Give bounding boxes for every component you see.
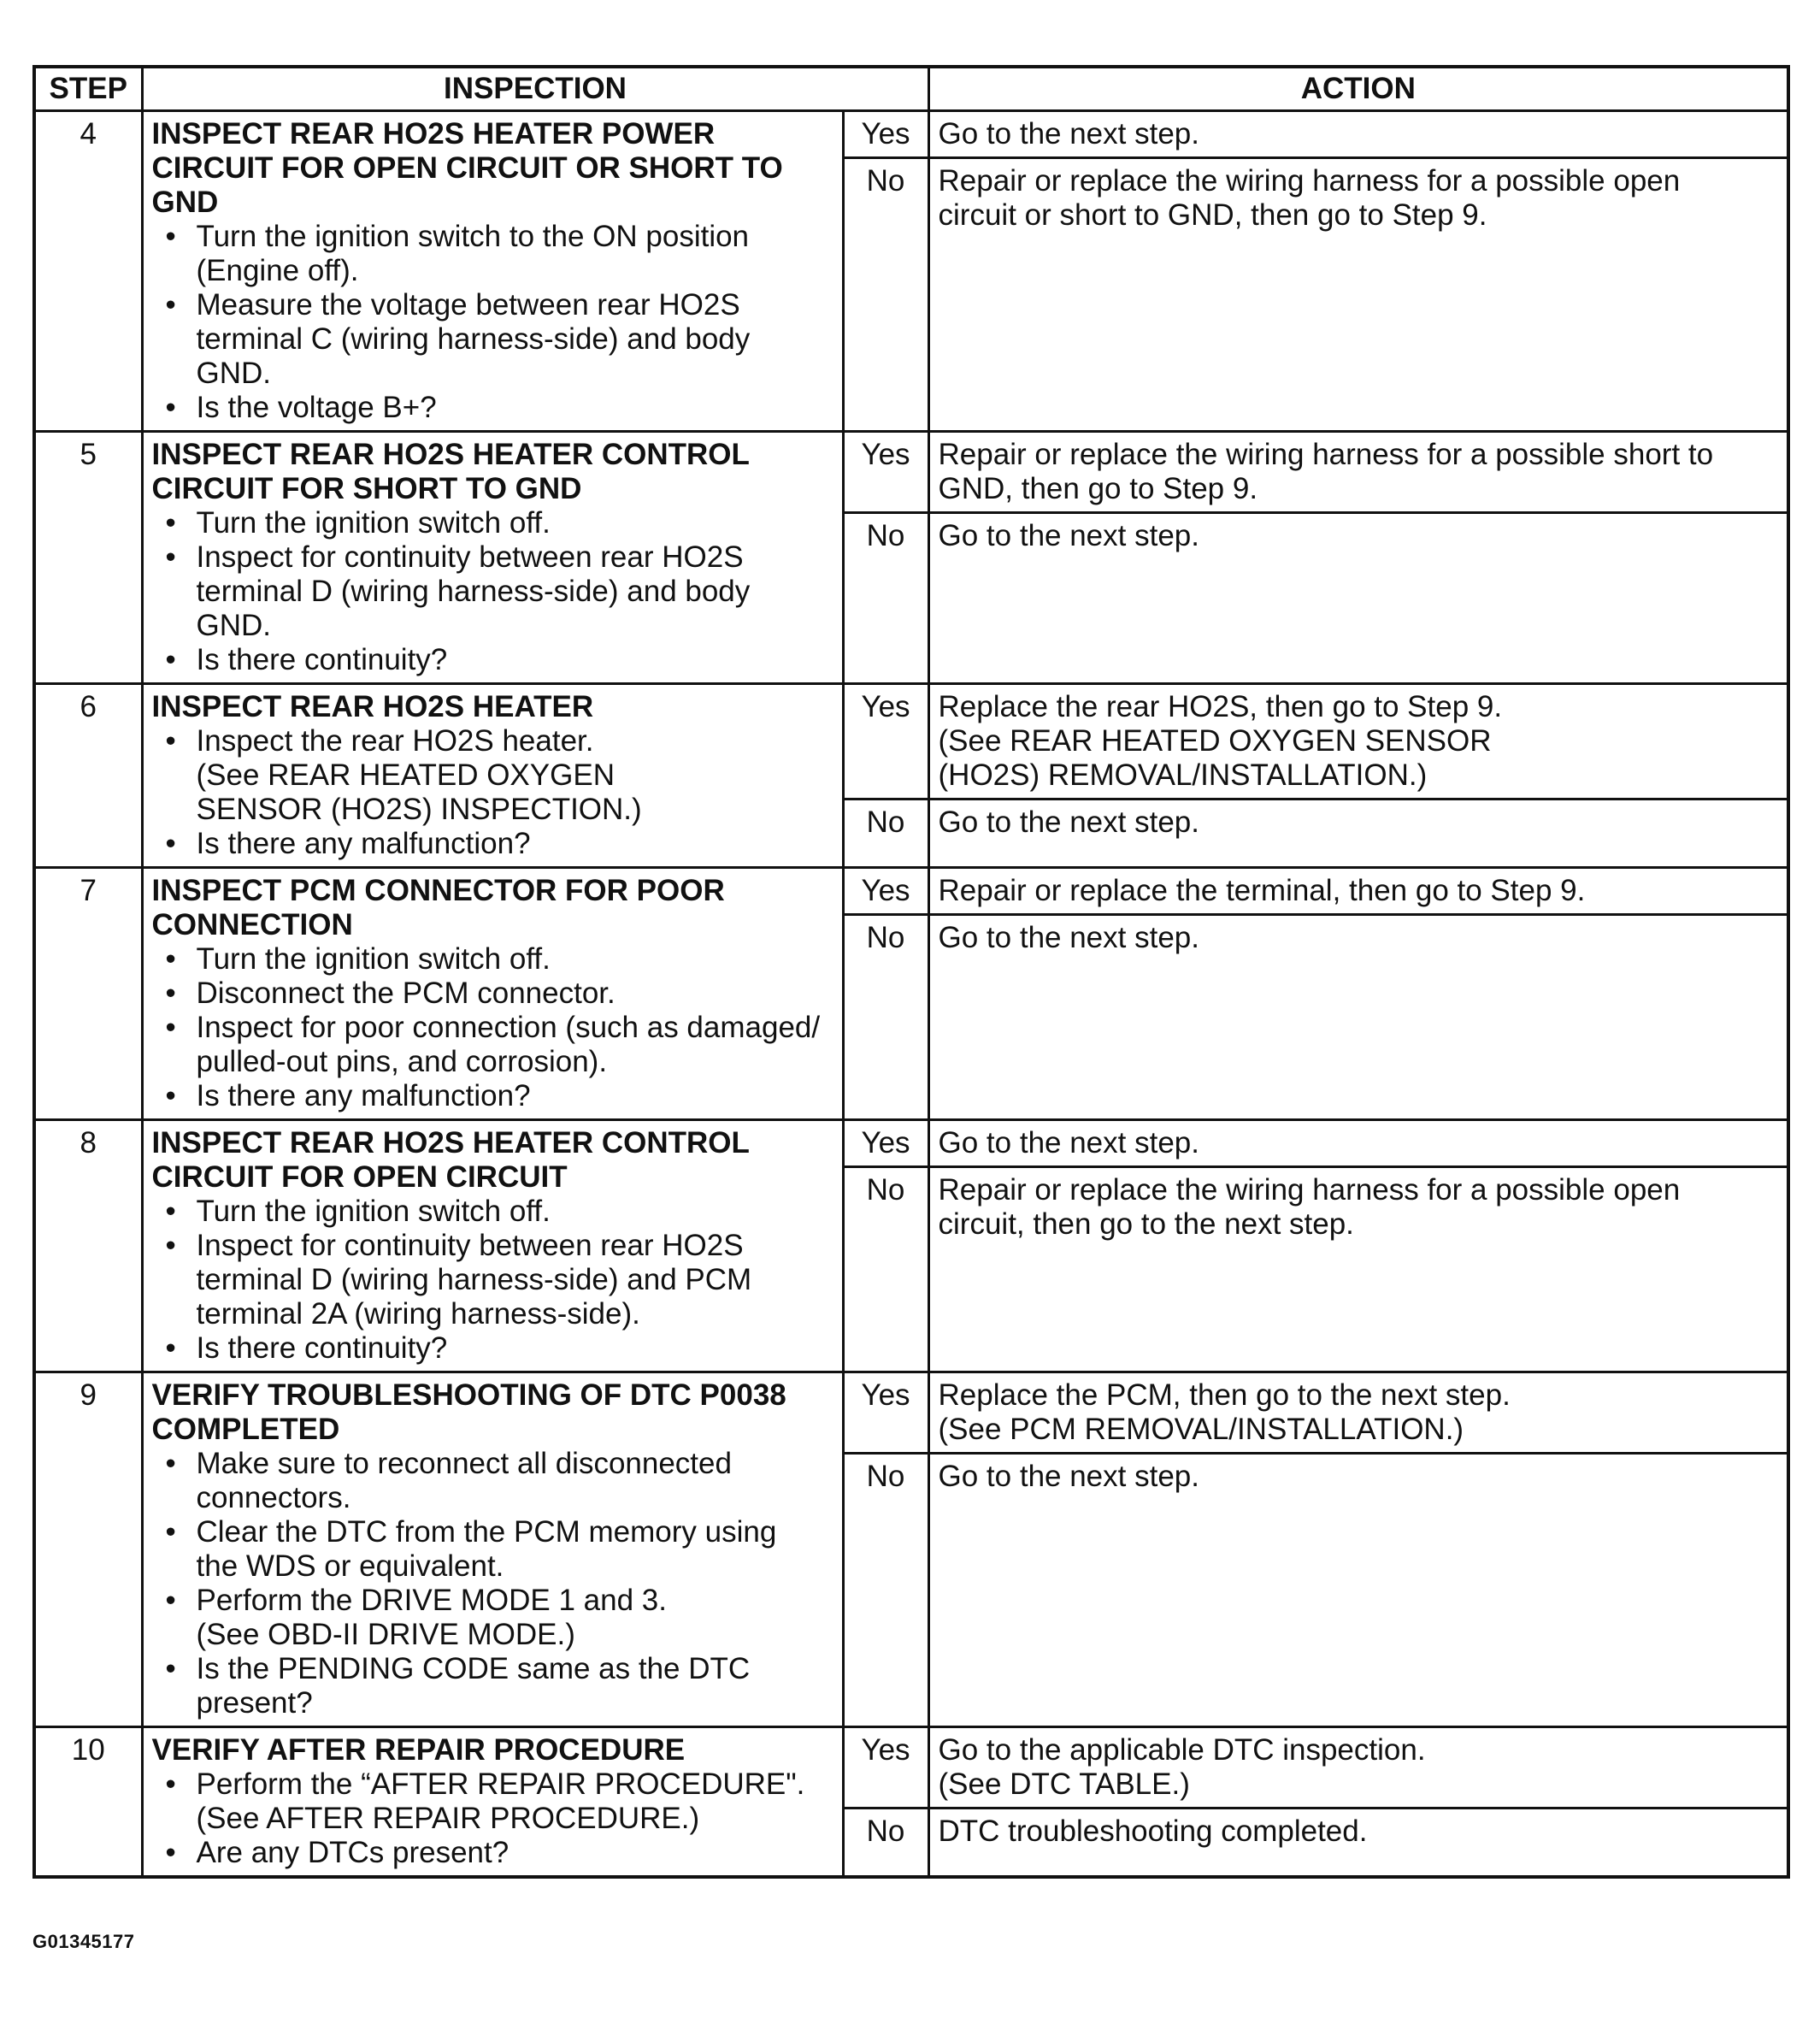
inspection-title [152,438,833,506]
inspection-bullet-line: terminal C (wiring harness-side) and body [196,322,751,356]
no-action-line: Repair or replace the wiring harness for a possible open [938,164,1681,198]
yes-action-line: GND, then go to Step 9. [938,472,1258,505]
inspection-bullet [197,827,833,861]
inspection-bullet [197,1079,833,1113]
no-action [928,1454,1788,1727]
header-row [34,67,1788,111]
yes-action-line: Go to the next step. [938,117,1199,150]
inspection-title-line: CIRCUIT FOR OPEN CIRCUIT [151,1160,568,1194]
table-body [34,111,1788,1878]
inspection-title-line: VERIFY AFTER REPAIR PROCEDURE [151,1733,686,1767]
inspection-bullet [197,1767,833,1836]
yes-action-line: Repair or replace the wiring harness for a possible short to [938,438,1714,471]
yes-label: Yes [843,868,928,915]
inspection-bullet-line: terminal 2A (wiring harness-side). [196,1297,640,1331]
header-action: ACTION [928,67,1788,111]
yes-action-line: Replace the PCM, then go to the next step. [938,1378,1511,1412]
yes-action [928,868,1788,915]
yes-action-line: Go to the applicable DTC inspection. [938,1733,1426,1767]
no-action [928,513,1788,684]
inspection-bullet-line: terminal D (wiring harness-side) and PCM [196,1263,752,1296]
inspection-bullet [197,391,833,425]
inspection-bullet-line: • Perform the DRIVE MODE 1 and 3. [196,1584,667,1617]
inspection-title-line: VERIFY TROUBLESHOOTING OF DTC P0038 [151,1378,786,1412]
inspection-bullet-line: present? [196,1686,313,1720]
inspection-bullet-line: • Measure the voltage between rear HO2S [196,288,740,322]
header-step: STEP [34,67,142,111]
inspection-cell [142,1120,843,1372]
step-number: 7 [34,868,142,1120]
inspection-title-line: INSPECT REAR HO2S HEATER CONTROL [151,1126,750,1160]
yes-action-line: Repair or replace the terminal, then go to Step 9. [938,874,1586,907]
inspection-bullet [197,506,833,540]
yes-label: Yes [843,1372,928,1454]
inspection-bullet-line: (See AFTER REPAIR PROCEDURE.) [196,1802,700,1835]
inspection-bullet [197,220,833,288]
inspection-title-line: INSPECT REAR HO2S HEATER [151,690,594,723]
inspection-bullet [197,1447,833,1515]
inspection-bullet-line: • Inspect for poor connection (such as damaged/ [196,1011,821,1044]
no-action-line: Go to the next step. [938,519,1199,552]
table-row [34,1372,1788,1454]
yes-action-line: (See DTC TABLE.) [938,1767,1190,1801]
inspection-bullet-line: • Turn the ignition switch off. [196,1195,551,1228]
inspection-bullet [197,942,833,977]
table-row [34,111,1788,158]
inspection-bullet-line: • Is there any malfunction? [196,1079,531,1112]
inspection-title-line: GND [151,186,219,219]
inspection-bullet [197,1584,833,1652]
no-action [928,1167,1788,1372]
inspection-bullet-line: • Clear the DTC from the PCM memory using [196,1515,777,1549]
no-label: No [843,1167,928,1372]
inspection-bullet-line: (See OBD-II DRIVE MODE.) [196,1618,575,1651]
no-label: No [843,800,928,868]
no-action-line: circuit or short to GND, then go to Step 9. [938,198,1487,232]
yes-label: Yes [843,1120,928,1167]
no-label: No [843,915,928,1120]
inspection-bullet-line: connectors. [196,1481,351,1514]
no-action-line: Go to the next step. [938,921,1199,954]
inspection-cell [142,432,843,684]
no-action [928,1809,1788,1878]
inspection-title-line: CONNECTION [151,908,353,941]
inspection-bullet-line: GND. [196,357,271,390]
table-row [34,432,1788,513]
inspection-bullet [197,1652,833,1720]
inspection-bullet-line: • Is the PENDING CODE same as the DTC [196,1652,751,1685]
inspection-title-line: COMPLETED [151,1413,340,1446]
inspection-bullet-line: GND. [196,609,271,642]
inspection-title [152,117,833,220]
yes-action-line: (HO2S) REMOVAL/INSTALLATION.) [938,758,1428,792]
no-action-line: DTC troubleshooting completed. [938,1815,1368,1848]
inspection-title [152,1126,833,1195]
table-row [34,868,1788,915]
no-action [928,158,1788,432]
inspection-bullet-line: the WDS or equivalent. [196,1549,504,1583]
yes-action [928,1727,1788,1809]
inspection-cell [142,684,843,868]
inspection-title-line: CIRCUIT FOR OPEN CIRCUIT OR SHORT TO [151,151,783,185]
yes-label: Yes [843,432,928,513]
yes-action [928,432,1788,513]
inspection-bullet-line: • Turn the ignition switch off. [196,506,551,540]
inspection-title-line: INSPECT REAR HO2S HEATER CONTROL [151,438,750,471]
inspection-cell [142,868,843,1120]
yes-action-line: Replace the rear HO2S, then go to Step 9. [938,690,1503,723]
no-action [928,800,1788,868]
inspection-cell [142,111,843,432]
step-number: 9 [34,1372,142,1727]
inspection-title [152,1378,833,1447]
inspection-title-line: INSPECT PCM CONNECTOR FOR POOR [151,874,725,907]
yes-label: Yes [843,111,928,158]
inspection-cell [142,1372,843,1727]
inspection-bullet [197,1515,833,1584]
inspection-bullet-line: (Engine off). [196,254,359,287]
table-row [34,1120,1788,1167]
inspection-bullets [152,942,833,1113]
inspection-bullet-line: • Disconnect the PCM connector. [196,977,616,1010]
no-action-line: Go to the next step. [938,805,1199,839]
step-number: 4 [34,111,142,432]
yes-label: Yes [843,1727,928,1809]
no-action [928,915,1788,1120]
inspection-title-line: INSPECT REAR HO2S HEATER POWER [151,117,716,150]
yes-action [928,1120,1788,1167]
inspection-title [152,690,833,724]
inspection-cell [142,1727,843,1878]
table-row [34,684,1788,800]
step-number: 5 [34,432,142,684]
inspection-bullet [197,977,833,1011]
inspection-bullet-line: • Are any DTCs present? [196,1836,509,1869]
inspection-bullet-line: • Is there continuity? [196,643,448,676]
inspection-bullet [197,1011,833,1079]
inspection-bullet-line: • Is there continuity? [196,1331,448,1365]
inspection-bullets [152,506,833,677]
inspection-bullet [197,643,833,677]
no-label: No [843,158,928,432]
step-number: 10 [34,1727,142,1878]
step-number: 6 [34,684,142,868]
inspection-title [152,874,833,942]
inspection-bullet [197,1229,833,1331]
table-row [34,1727,1788,1809]
inspection-bullet-line: • Turn the ignition switch to the ON position [196,220,750,253]
inspection-bullets [152,1767,833,1870]
header-inspection: INSPECTION [142,67,928,111]
yes-action [928,1372,1788,1454]
yes-action [928,111,1788,158]
inspection-bullet [197,1331,833,1366]
inspection-bullet-line: • Perform the “AFTER REPAIR PROCEDURE". [196,1767,805,1801]
inspection-bullet-line: • Make sure to reconnect all disconnected [196,1447,732,1480]
inspection-bullet-line: • Inspect the rear HO2S heater. [196,724,594,758]
yes-label: Yes [843,684,928,800]
inspection-bullet-line: • Is there any malfunction? [196,827,531,860]
inspection-bullet [197,540,833,643]
inspection-bullet-line: terminal D (wiring harness-side) and body [196,575,751,608]
no-label: No [843,1454,928,1727]
no-action-line: circuit, then go to the next step. [938,1207,1354,1241]
troubleshooting-table [32,65,1790,1879]
no-label: No [843,513,928,684]
step-number: 8 [34,1120,142,1372]
inspection-bullet-line: • Turn the ignition switch off. [196,942,551,976]
inspection-bullet-line: • Inspect for continuity between rear HO2S [196,1229,744,1262]
inspection-bullets [152,724,833,861]
inspection-bullet-line: (See REAR HEATED OXYGEN [196,758,615,792]
no-label: No [843,1809,928,1878]
yes-action-line: (See PCM REMOVAL/INSTALLATION.) [938,1413,1464,1446]
inspection-title [152,1733,833,1767]
inspection-title-line: CIRCUIT FOR SHORT TO GND [151,472,582,505]
inspection-bullet [197,1195,833,1229]
figure-id: G01345177 [32,1931,135,1952]
inspection-bullet [197,1836,833,1870]
yes-action-line: Go to the next step. [938,1126,1199,1160]
inspection-bullets [152,220,833,425]
inspection-bullet-line: • Is the voltage B+? [196,391,437,424]
inspection-bullet [197,724,833,827]
yes-action [928,684,1788,800]
inspection-bullets [152,1447,833,1720]
inspection-bullet [197,288,833,391]
inspection-bullet-line: • Inspect for continuity between rear HO2S [196,540,744,574]
inspection-bullet-line: SENSOR (HO2S) INSPECTION.) [196,793,642,826]
inspection-bullets [152,1195,833,1366]
no-action-line: Repair or replace the wiring harness for a possible open [938,1173,1681,1207]
yes-action-line: (See REAR HEATED OXYGEN SENSOR [938,724,1492,758]
inspection-bullet-line: pulled-out pins, and corrosion). [196,1045,608,1078]
no-action-line: Go to the next step. [938,1460,1199,1493]
procedure-sheet [32,65,1787,1879]
